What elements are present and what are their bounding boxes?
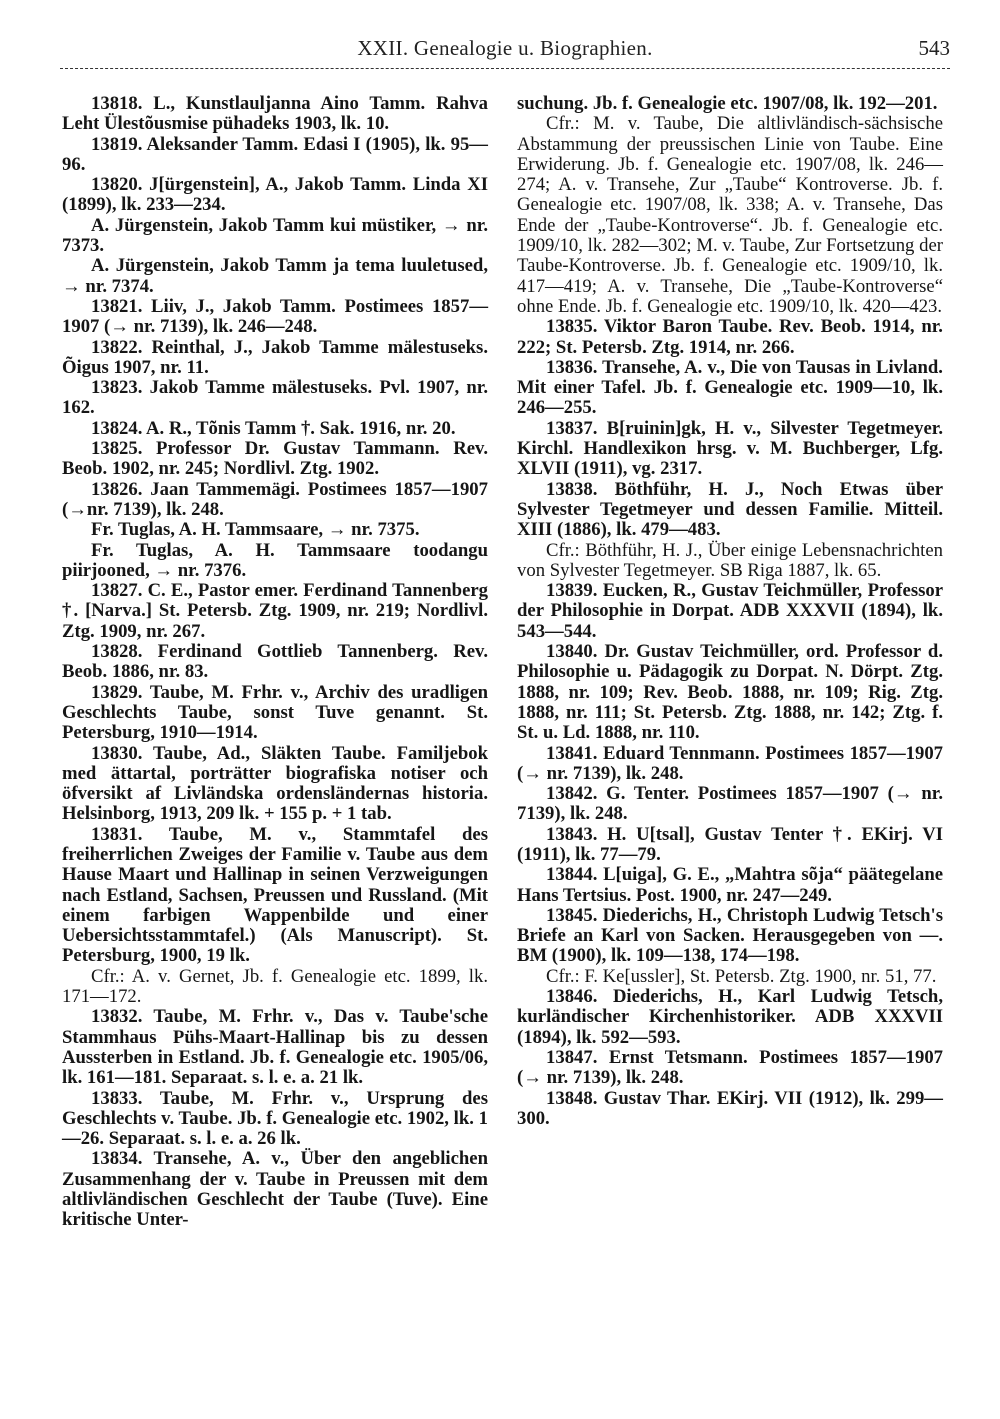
bibliography-entry bbox=[517, 865, 943, 906]
entry-number: 13833. bbox=[91, 1087, 160, 1109]
entry-text: Taube, M. Frhr. v., Das v. Taube'sche Stammhaus Pühs-Maart-Hallinap bis zu dessen Aussterben in Estland. Jb. f. Genealogie etc. 1905/06, lk. 161—181. Separaat. s. l. e. a. 21 lk. bbox=[62, 1006, 488, 1089]
bibliography-entry bbox=[62, 175, 488, 216]
entry-text: Gustav Thar. EKirj. VII (1912), lk. 299—300. bbox=[517, 1087, 943, 1129]
bibliography-entry bbox=[517, 825, 943, 866]
page-header bbox=[60, 36, 950, 70]
entry-text: Ernst Tetsmann. Postimees 1857—1907 (→ nr. 7139), lk. 248. bbox=[517, 1046, 944, 1089]
entry-text: A. Jürgenstein, Jakob Tamm ja tema luuletused, → nr. 7374. bbox=[62, 255, 488, 297]
page-number: 543 bbox=[918, 36, 950, 60]
bibliography-entry bbox=[517, 744, 943, 785]
entry-number: 13827. bbox=[91, 580, 148, 602]
right-column bbox=[517, 94, 943, 1129]
entry-text: Jakob Tamme mälestuseks. Pvl. 1907, nr. 162. bbox=[62, 377, 488, 419]
entry-text: Taube, Ad., Släkten Taube. Familjebok med ättartal, porträtter biografiska notiser och öfversikt af Livländska ordensländernas historia. Helsinborg, 1913, 209 lk. + 155 p. + 1 tab. bbox=[62, 742, 488, 825]
entry-text: Cfr.: M. v. Taube, Die altlivländisch-sächsische Abstammung der preussischen Linie von Taube. Eine Erwiderung. Jb. f. Genealogie etc. 1907/08, lk. 246—274; A. v. Transehe, Zur „Taube“ Kontroverse. Jb. f. Genealogie etc. 1907/08, lk. 338; A. v. Transehe, Das Ende der „Taube-Kontroverse“. Jb. f. Genealogie etc. 1909/10, lk. 282—302; M. v. Taube, Zur Fortsetzung der Taube-Kontroverse. Jb. f. Genealogie etc. 1909/10, lk. 417—419; A. v. Transehe, Die „Taube-Kontroverse“ ohne Ende. Jb. f. Genealogie etc. 1909/10, lk. 420—423. bbox=[517, 113, 943, 317]
entry-number: 13839. bbox=[546, 580, 603, 602]
entry-number: 13820. bbox=[91, 174, 150, 196]
entry-number: 13830. bbox=[91, 742, 154, 764]
bibliography-entry bbox=[62, 1149, 488, 1230]
entry-text: J[ürgenstein], A., Jakob Tamm. Linda XI (1899), lk. 233—234. bbox=[62, 174, 488, 216]
entry-number: 13835. bbox=[546, 316, 604, 338]
header-rule bbox=[60, 68, 950, 69]
entry-number: 13836. bbox=[546, 356, 603, 378]
entry-text: Reinthal, J., Jakob Tamme mälestuseks. Õigus 1907, nr. 11. bbox=[62, 336, 489, 378]
bibliography-entry bbox=[517, 1048, 943, 1089]
entry-number: 13838. bbox=[546, 478, 615, 500]
bibliography-entry bbox=[62, 135, 488, 176]
bibliography-entry bbox=[62, 825, 488, 967]
entry-text: Böthführ, H. J., Noch Etwas über Sylvester Tegetmeyer und dessen Familie. Mitteil. XIII (1886), lk. 479—483. bbox=[517, 478, 944, 541]
entry-text: Liiv, J., Jakob Tamm. Postimees 1857—1907 (→ nr. 7139), lk. 246—248. bbox=[62, 295, 489, 338]
bibliography-entry bbox=[517, 784, 943, 825]
entry-text: Transehe, A. v., Über den angeblichen Zusammenhang der v. Taube in Preussen mit dem altlivländischen Geschlecht der Taube (Tuve). Eine kritische Unter- bbox=[62, 1148, 488, 1231]
bibliography-entry bbox=[62, 216, 488, 257]
entry-text: Diederichs, H., Karl Ludwig Tetsch, kurländischer Kirchenhistoriker. ADB XXXVII (1894), lk. 592—593. bbox=[517, 986, 943, 1048]
entry-text: Cfr.: F. Ke[ussler], St. Petersb. Ztg. 1900, nr. 51, 77. bbox=[546, 965, 937, 987]
entry-number: 13837. bbox=[546, 417, 607, 439]
entry-number: 13843. bbox=[546, 823, 608, 845]
entry-number: 13829. bbox=[91, 681, 150, 703]
bibliography-entry bbox=[517, 358, 943, 419]
bibliography-entry bbox=[62, 94, 488, 135]
entry-text: Dr. Gustav Teichmüller, ord. Professor d. Philosophie u. Pädagogik zu Dorpat. N. Dörpt. Ztg. 1888, nr. 109; Rev. Beob. 1888, nr. 109; Rig. Ztg. 1888, nr. 111; St. Petersb. Ztg. 1888, nr. 142; Ztg. f. St. u. Ld. 1888, nr. 110. bbox=[517, 641, 943, 744]
bibliography-entry bbox=[517, 419, 943, 480]
bibliography-entry bbox=[62, 541, 488, 582]
entry-text: G. Tenter. Postimees 1857—1907 (→ nr. 7139), lk. 248. bbox=[517, 783, 944, 825]
entry-text: Taube, M. v., Stammtafel des freiherrlichen Zweiges der Familie v. Taube aus dem Hause Maart und Hallinap in seinen Verzweigungen nach Estland, Sachsen, Preussen und Russland. (Mit einem farbigen Wappenbilde und einer Uebersichtsstammtafel.) (Als Manuscript). St. Petersburg, 1900, 19 lk. bbox=[62, 823, 488, 967]
cross-reference-entry bbox=[517, 114, 943, 317]
entry-text: Diederichs, H., Christoph Ludwig Tetsch's Briefe an Karl von Sacken. Herausgegeben von —. BM (1900), lk. 109—138, 174—198. bbox=[517, 904, 943, 967]
entry-number: 13819. bbox=[91, 133, 147, 155]
bibliography-entry bbox=[517, 581, 943, 642]
entry-text: Jaan Tammemägi. Postimees 1857—1907 (→nr. 7139), lk. 248. bbox=[62, 478, 488, 520]
bibliography-entry bbox=[517, 1089, 943, 1130]
entry-number: 13842. bbox=[546, 783, 607, 805]
entry-text: C. E., Pastor emer. Ferdinand Tannenberg †. [Narva.] St. Petersb. Ztg. 1909, nr. 219; Nordlivl. Ztg. 1909, nr. 267. bbox=[62, 580, 488, 642]
entry-text: suchung. Jb. f. Genealogie etc. 1907/08, lk. 192—201. bbox=[517, 93, 938, 114]
bibliography-entry bbox=[62, 683, 488, 744]
entry-number: 13848. bbox=[546, 1087, 604, 1109]
entry-number: 13834. bbox=[91, 1148, 154, 1170]
bibliography-entry bbox=[62, 378, 488, 419]
bibliography-entry bbox=[517, 480, 943, 541]
entry-number: 13840. bbox=[546, 641, 605, 663]
entry-number: 13841. bbox=[546, 742, 603, 764]
bibliography-entry bbox=[62, 1007, 488, 1088]
entry-number: 13831. bbox=[91, 823, 169, 845]
entry-text: A. Jürgenstein, Jakob Tamm kui müstiker, → nr. 7373. bbox=[62, 214, 488, 257]
entry-text: Viktor Baron Taube. Rev. Beob. 1914, nr. 222; St. Petersb. Ztg. 1914, nr. 266. bbox=[517, 316, 943, 358]
entry-number: 13825. bbox=[91, 438, 157, 460]
bibliography-entry bbox=[517, 906, 943, 967]
entry-number: 13818. bbox=[91, 93, 154, 114]
bibliography-entry bbox=[62, 256, 488, 297]
bibliography-entry bbox=[517, 94, 943, 114]
entry-number: 13845. bbox=[546, 904, 603, 926]
entry-text: Ferdinand Gottlieb Tannenberg. Rev. Beob. 1886, nr. 83. bbox=[62, 641, 488, 683]
cross-reference-entry bbox=[62, 967, 488, 1008]
entry-text: Eucken, R., Gustav Teichmüller, Professor der Philosophie in Dorpat. ADB XXXVII (1894), lk. 543—544. bbox=[517, 580, 943, 642]
bibliography-entry bbox=[62, 581, 488, 642]
entry-text: Taube, M. Frhr. v., Ursprung des Geschlechts v. Taube. Jb. f. Genealogie etc. 1902, lk. 1—26. Separaat. s. l. e. a. 26 lk. bbox=[62, 1087, 488, 1150]
bibliography-entry bbox=[517, 642, 943, 743]
entry-text: Cfr.: Böthführ, H. J., Über einige Lebensnachrichten von Sylvester Tegetmeyer. SB Riga 1887, lk. 65. bbox=[517, 539, 943, 581]
entry-text: Fr. Tuglas, A. H. Tammsaare, → nr. 7375. bbox=[91, 519, 420, 541]
bibliography-entry bbox=[517, 987, 943, 1048]
bibliography-entry bbox=[517, 317, 943, 358]
running-head-title: XXII. Genealogie u. Biographien. bbox=[357, 36, 653, 60]
bibliography-entry bbox=[62, 744, 488, 825]
bibliography-entry bbox=[62, 642, 488, 683]
bibliography-entry bbox=[62, 520, 488, 540]
entry-text: Eduard Tennmann. Postimees 1857—1907 (→ nr. 7139), lk. 248. bbox=[517, 742, 944, 784]
cross-reference-entry bbox=[517, 541, 943, 582]
entry-number: 13823. bbox=[91, 377, 150, 399]
entry-number: 13828. bbox=[91, 641, 158, 663]
bibliography-entry bbox=[62, 419, 488, 439]
bibliography-entry bbox=[62, 297, 488, 338]
cross-reference-entry bbox=[517, 967, 943, 987]
entry-number: 13826. bbox=[91, 478, 151, 500]
bibliography-entry bbox=[62, 1089, 488, 1150]
entry-number: 13847. bbox=[546, 1046, 609, 1068]
entry-number: 13832. bbox=[91, 1006, 154, 1028]
entry-text: H. U[tsal], Gustav Tenter †. EKirj. VI (1911), lk. 77—79. bbox=[517, 823, 943, 865]
entry-text: Professor Dr. Gustav Tammann. Rev. Beob. 1902, nr. 245; Nordlivl. Ztg. 1902. bbox=[62, 438, 488, 480]
bibliography-entry bbox=[62, 338, 488, 379]
entry-text: Taube, M. Frhr. v., Archiv des uradligen Geschlechts Taube, sonst Tuve genannt. St. Petersburg, 1910—1914. bbox=[62, 681, 489, 744]
entry-number: 13844. bbox=[546, 864, 604, 886]
entry-number: 13846. bbox=[546, 986, 613, 1008]
entry-text: Fr. Tuglas, A. H. Tammsaare toodangu piirjooned, → nr. 7376. bbox=[62, 539, 488, 581]
entry-text: A. R., Tõnis Tamm †. Sak. 1916, nr. 20. bbox=[146, 417, 456, 439]
entry-number: 13822. bbox=[91, 336, 152, 358]
entry-text: L., Kunstlauljanna Aino Tamm. Rahva Leht Ülestõusmise pühadeks 1903, lk. 10. bbox=[62, 93, 488, 135]
bibliography-entry bbox=[62, 439, 488, 480]
entry-number: 13821. bbox=[91, 295, 152, 317]
entry-number: 13824. bbox=[91, 417, 147, 439]
entry-text: B[ruinin]gk, H. v., Silvester Tegetmeyer. Kirchl. Handlexikon hrsg. v. M. Buchberger, Lfg. XLVII (1911), vg. 2317. bbox=[517, 417, 943, 480]
left-column bbox=[62, 94, 488, 1231]
entry-text: Aleksander Tamm. Edasi I (1905), lk. 95—96. bbox=[62, 133, 488, 175]
entry-text: L[uiga], G. E., „Mahtra sõja“ päätegelane Hans Tertsius. Post. 1900, nr. 247—249. bbox=[517, 864, 944, 906]
entry-text: Transehe, A. v., Die von Tausas in Livland. Mit einer Tafel. Jb. f. Genealogie etc. 1909—10, lk. 246—255. bbox=[517, 356, 943, 419]
bibliography-entry bbox=[62, 480, 488, 521]
entry-text: Cfr.: A. v. Gernet, Jb. f. Genealogie etc. 1899, lk. 171—172. bbox=[62, 965, 488, 1008]
